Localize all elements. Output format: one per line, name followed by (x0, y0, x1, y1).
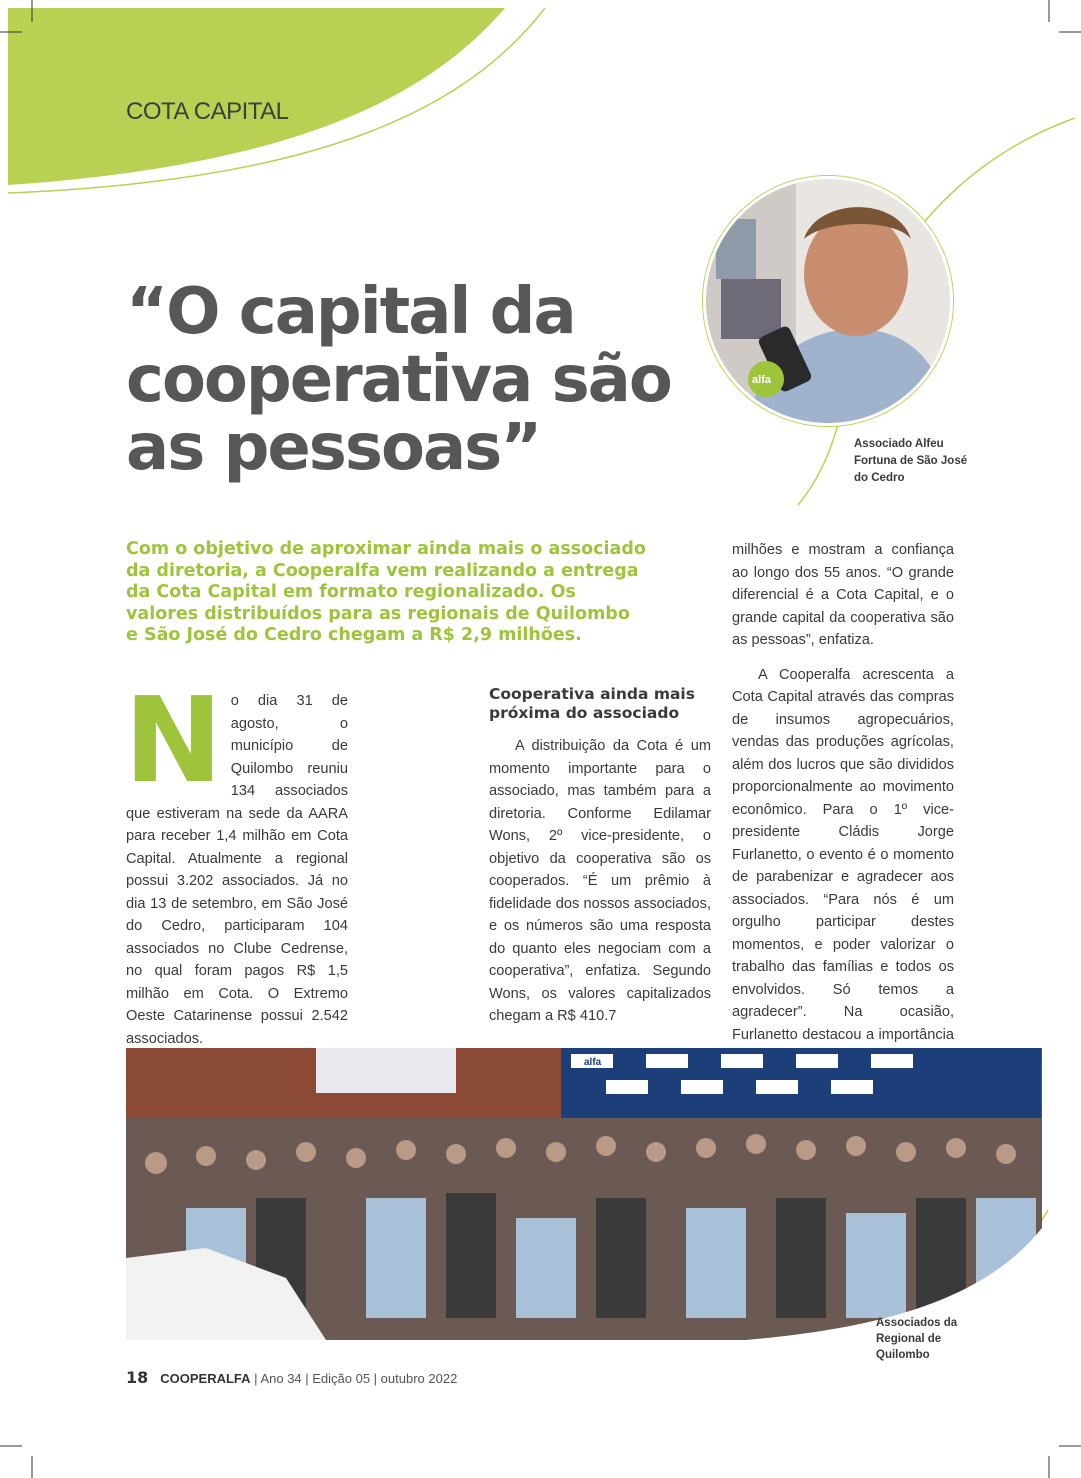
lead-paragraph: Com o objetivo de aproximar ainda mais o associado da diretoria, a Cooperalfa vem realizando a entrega da Cota Capital em formato regionalizado. Os valores distribuídos para as regionais de Quilombo e São José do Cedro chegam a R$ 2,9 milhões. (126, 539, 646, 645)
article-column-2 (489, 685, 711, 1028)
portrait-photo (703, 176, 953, 426)
photo-caption: Associados da Regional de Quilombo (876, 1317, 958, 1361)
headline: “O capital da cooperativa são as pessoas” (126, 275, 671, 485)
section-label: COTA CAPITAL (126, 98, 289, 125)
footer-edition-info: | Ano 34 | Edição 05 | outubro 2022 (250, 1371, 458, 1386)
portrait-illustration (706, 179, 950, 423)
subheading: Cooperativa ainda mais próxima do associado (489, 685, 695, 722)
page-number: 18 (126, 1368, 149, 1387)
portrait-caption: Associado Alfeu Fortuna de São José do Cedro (854, 438, 968, 484)
page-footer (126, 1368, 457, 1387)
portrait-logo-text: alfa (752, 374, 771, 386)
column-1-text: o dia 31 de agosto, o município de Quilombo reuniu 134 associados que estiveram na sede da AARA para receber 1,4 milhão em Cota Capital. Atualmente a regional possui 3.202 associados. Já no dia 13 de setembro, em São José do Cedro, participaram 104 associados no Clube Cedrense, no qual foram pagos R$ 1,5 milhão em Cota. O Extremo Oeste Catarinense possui 2.542 associados. (126, 693, 348, 1047)
article-column-3 (732, 539, 954, 1069)
drop-cap: N (124, 671, 223, 809)
banner-logo-text: alfa (584, 1057, 602, 1068)
column-3-paragraph-2: A Cooperalfa acrescenta a Cota Capital através das compras de insumos agropecuários, vendas das produções agrícolas, além dos lucros que são divididos proporcionalmente ao movimento econômico. Para o 1º vice-presidente Cládis Jorge Furlanetto, o evento é o momento de parabenizar e agradecer aos associados. “Para nós é um orgulho participar destes momentos, e poder valorizar o trabalho das famílias e todos os envolvidos. Só temos a agradecer”. Na ocasião, Furlanetto destacou a importância (732, 666, 954, 1043)
column-2-text: A distribuição da Cota é um momento importante para o associado, mas também para a diretoria. Conforme Edilamar Wons, 2º vice-presidente, o objetivo da cooperativa são os cooperados. “É um prêmio à fidelidade dos nossos associados, e os números são uma resposta do quanto eles negociam com a cooperativa”, enfatiza. Segundo Wons, os valores capitalizados chegam a R$ 410.7 (489, 738, 711, 1024)
article-column-1 (124, 671, 348, 1050)
footer-brand: COOPERALFA (160, 1371, 251, 1386)
group-photo-illustration (126, 1048, 1042, 1340)
green-swoosh (8, 8, 505, 185)
column-3-paragraph-1: milhões e mostram a confiança ao longo dos 55 anos. “O grande diferencial é a Cota Capital, e o grande capital da cooperativa são as pessoas”, enfatiza. (732, 542, 954, 648)
group-photo (126, 1048, 1042, 1340)
